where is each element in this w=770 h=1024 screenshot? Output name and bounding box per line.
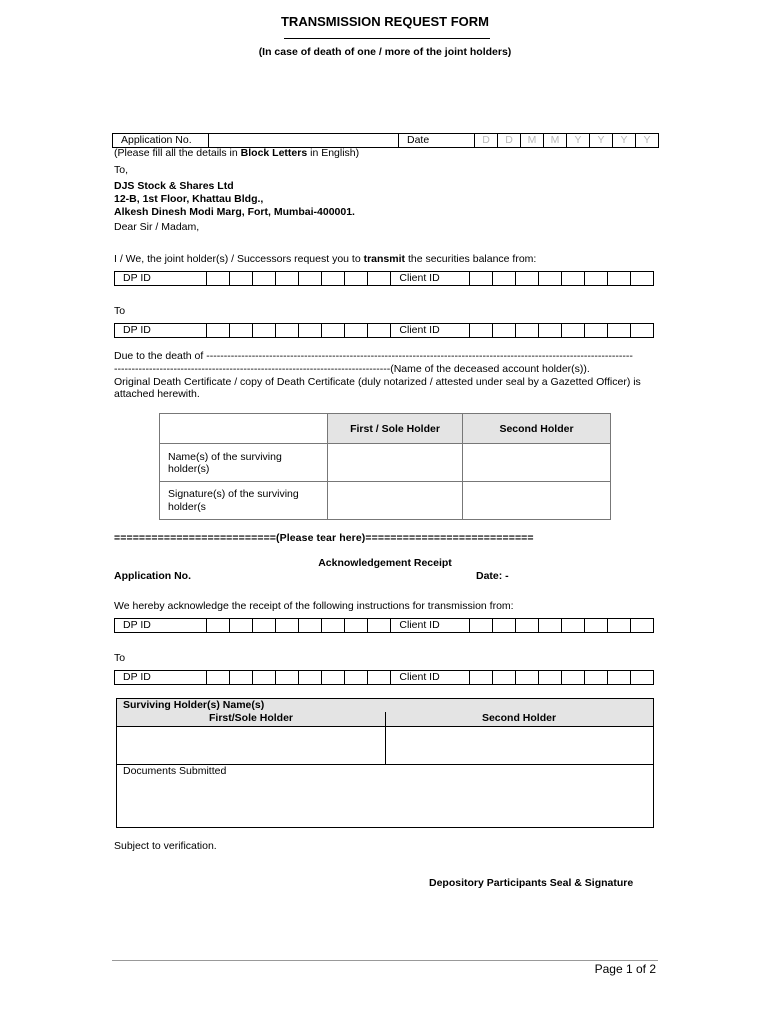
to-client-id-box[interactable]: [584, 324, 607, 338]
receipt-first-holder-field[interactable]: [117, 727, 385, 764]
to-dp-id-box[interactable]: [207, 324, 230, 338]
from-client-id-box[interactable]: [630, 272, 653, 286]
first-holder-signature-field[interactable]: [328, 482, 463, 520]
death-line-3: Original Death Certificate / copy of Death Certificate (duly notarized / attested under seal by a Gazetted Officer) is: [114, 376, 641, 388]
receipt-to-dp-id-box[interactable]: [253, 671, 276, 685]
date-box-d1[interactable]: D: [475, 134, 498, 148]
form-title: TRANSMISSION REQUEST FORM: [280, 14, 489, 29]
from-client-id-box[interactable]: [469, 272, 492, 286]
receipt-to-client-id-box[interactable]: [538, 671, 561, 685]
from-client-id-box[interactable]: [561, 272, 584, 286]
receipt-to-dp-id-box[interactable]: [207, 671, 230, 685]
tear-line: ==========================(Please tear here)===========================: [114, 532, 534, 544]
receipt-second-holder-header: Second Holder: [481, 712, 557, 724]
receipt-to-client-id-box[interactable]: [630, 671, 653, 685]
from-dp-id-box[interactable]: [230, 272, 253, 286]
receipt-first-holder-header: First/Sole Holder: [208, 712, 293, 724]
receipt-to-dp-id-box[interactable]: [276, 671, 299, 685]
receipt-to-client-id-label: Client ID: [391, 671, 469, 685]
date-box-m2[interactable]: M: [544, 134, 567, 148]
receipt-to-dp-id-box[interactable]: [230, 671, 253, 685]
receipt-from-dp-id-box[interactable]: [368, 619, 391, 633]
salutation: Dear Sir / Madam,: [114, 221, 200, 233]
to-dp-id-box[interactable]: [368, 324, 391, 338]
first-holder-name-field[interactable]: [328, 444, 463, 482]
surviving-holders-table: [159, 413, 611, 520]
receipt-to-dp-id-box[interactable]: [368, 671, 391, 685]
to-dp-id-box[interactable]: [299, 324, 322, 338]
to-dp-id-label: DP ID: [115, 324, 207, 338]
date-box-y1[interactable]: Y: [567, 134, 590, 148]
receipt-from-dp-id-box[interactable]: [299, 619, 322, 633]
receipt-to-client-id-box[interactable]: [492, 671, 515, 685]
to-label: To: [114, 305, 126, 317]
receipt-to-client-id-box[interactable]: [469, 671, 492, 685]
receipt-from-dp-id-label: DP ID: [115, 619, 207, 633]
documents-submitted-label: Documents Submitted: [123, 765, 227, 777]
receipt-title: Acknowledgement Receipt: [318, 557, 452, 569]
receipt-from-dp-id-box[interactable]: [230, 619, 253, 633]
from-dp-id-box[interactable]: [276, 272, 299, 286]
address-line-1: 12-B, 1st Floor, Khattau Bldg.,: [114, 193, 264, 205]
receipt-to-client-id-box[interactable]: [561, 671, 584, 685]
from-dp-id-box[interactable]: [322, 272, 345, 286]
death-line-4: attached herewith.: [114, 388, 200, 400]
address-line-2: Alkesh Dinesh Modi Marg, Fort, Mumbai-400001.: [114, 206, 355, 218]
to-dp-id-box[interactable]: [253, 324, 276, 338]
application-no-label: Application No.: [113, 134, 209, 148]
death-line-2: -------------------------------------------------------------------------------(Name of the deceased account holder(s)).: [114, 363, 590, 375]
to-account-row: [114, 323, 654, 338]
receipt-to-client-id-box[interactable]: [515, 671, 538, 685]
to-client-id-box[interactable]: [561, 324, 584, 338]
holders-corner-cell: [160, 414, 328, 444]
receipt-to-account-row: [114, 670, 654, 685]
from-client-id-label: Client ID: [391, 272, 469, 286]
receipt-from-dp-id-box[interactable]: [207, 619, 230, 633]
second-holder-name-field[interactable]: [463, 444, 611, 482]
address-to: To,: [114, 164, 129, 176]
receipt-from-client-id-box[interactable]: [630, 619, 653, 633]
receipt-statement: We hereby acknowledge the receipt of the following instructions for transmission from:: [114, 600, 514, 612]
from-dp-id-box[interactable]: [345, 272, 368, 286]
form-subtitle: (In case of death of one / more of the joint holders): [258, 46, 512, 58]
from-client-id-box[interactable]: [538, 272, 561, 286]
from-account-row: [114, 271, 654, 286]
receipt-from-client-id-box[interactable]: [538, 619, 561, 633]
date-box-y2[interactable]: Y: [590, 134, 613, 148]
documents-submitted-field[interactable]: [117, 779, 653, 827]
transmit-request: I / We, the joint holder(s) / Successors request you to transmit the securities balance from:: [114, 253, 537, 265]
date-box-d2[interactable]: D: [498, 134, 521, 148]
receipt-from-client-id-box[interactable]: [584, 619, 607, 633]
to-dp-id-box[interactable]: [345, 324, 368, 338]
to-client-id-box[interactable]: [492, 324, 515, 338]
receipt-from-dp-id-box[interactable]: [276, 619, 299, 633]
from-dp-id-label: DP ID: [115, 272, 207, 286]
receipt-application-no: Application No.: [114, 570, 191, 582]
receipt-date: Date: -: [476, 570, 509, 582]
receipt-to-client-id-box[interactable]: [607, 671, 630, 685]
receipt-second-holder-field[interactable]: [386, 727, 653, 764]
receipt-to-label: To: [114, 652, 126, 664]
surviving-holders-box: [116, 698, 654, 828]
receipt-from-dp-id-box[interactable]: [345, 619, 368, 633]
from-client-id-box[interactable]: [607, 272, 630, 286]
page-number: Page 1 of 2: [594, 962, 656, 976]
receipt-to-dp-id-box[interactable]: [322, 671, 345, 685]
death-line-1: Due to the death of --------------------------------------------------------------------------------------------------------------------------: [114, 350, 633, 362]
receipt-to-dp-id-label: DP ID: [115, 671, 207, 685]
surviving-holders-title: Surviving Holder(s) Name(s): [123, 699, 265, 711]
from-dp-id-box[interactable]: [207, 272, 230, 286]
second-holder-header: Second Holder: [463, 414, 611, 444]
receipt-from-client-id-box[interactable]: [515, 619, 538, 633]
receipt-from-client-id-box[interactable]: [607, 619, 630, 633]
surviving-names-label: Name(s) of the surviving holder(s): [160, 444, 328, 482]
to-dp-id-box[interactable]: [322, 324, 345, 338]
to-client-id-box[interactable]: [469, 324, 492, 338]
receipt-from-dp-id-box[interactable]: [253, 619, 276, 633]
to-client-id-box[interactable]: [515, 324, 538, 338]
receipt-from-client-id-box[interactable]: [469, 619, 492, 633]
receipt-from-client-id-box[interactable]: [492, 619, 515, 633]
first-holder-header: First / Sole Holder: [328, 414, 463, 444]
to-dp-id-box[interactable]: [276, 324, 299, 338]
from-client-id-box[interactable]: [492, 272, 515, 286]
second-holder-signature-field[interactable]: [463, 482, 611, 520]
company-name: DJS Stock & Shares Ltd: [114, 180, 234, 192]
receipt-to-client-id-box[interactable]: [584, 671, 607, 685]
to-dp-id-box[interactable]: [230, 324, 253, 338]
verification-note: Subject to verification.: [114, 840, 217, 852]
from-dp-id-box[interactable]: [299, 272, 322, 286]
date-box-y3[interactable]: Y: [613, 134, 636, 148]
to-client-id-box[interactable]: [630, 324, 653, 338]
from-dp-id-box[interactable]: [368, 272, 391, 286]
from-dp-id-box[interactable]: [253, 272, 276, 286]
seal-signature-label: Depository Participants Seal & Signature: [429, 877, 634, 889]
date-label: Date: [399, 134, 475, 148]
application-no-field[interactable]: [209, 134, 399, 148]
to-client-id-box[interactable]: [607, 324, 630, 338]
date-box-m1[interactable]: M: [521, 134, 544, 148]
footer-rule: [112, 960, 658, 961]
from-client-id-box[interactable]: [584, 272, 607, 286]
to-client-id-label: Client ID: [391, 324, 469, 338]
receipt-from-client-id-label: Client ID: [391, 619, 469, 633]
date-box-y4[interactable]: Y: [636, 134, 659, 148]
application-row: [112, 133, 659, 148]
instructions: (Please fill all the details in Block Letters in English): [114, 147, 360, 159]
receipt-to-dp-id-box[interactable]: [345, 671, 368, 685]
receipt-from-client-id-box[interactable]: [561, 619, 584, 633]
title-underline: [284, 38, 490, 39]
receipt-from-dp-id-box[interactable]: [322, 619, 345, 633]
receipt-from-account-row: [114, 618, 654, 633]
receipt-to-dp-id-box[interactable]: [299, 671, 322, 685]
from-client-id-box[interactable]: [515, 272, 538, 286]
signature-label: Signature(s) of the surviving holder(s: [160, 482, 328, 520]
to-client-id-box[interactable]: [538, 324, 561, 338]
